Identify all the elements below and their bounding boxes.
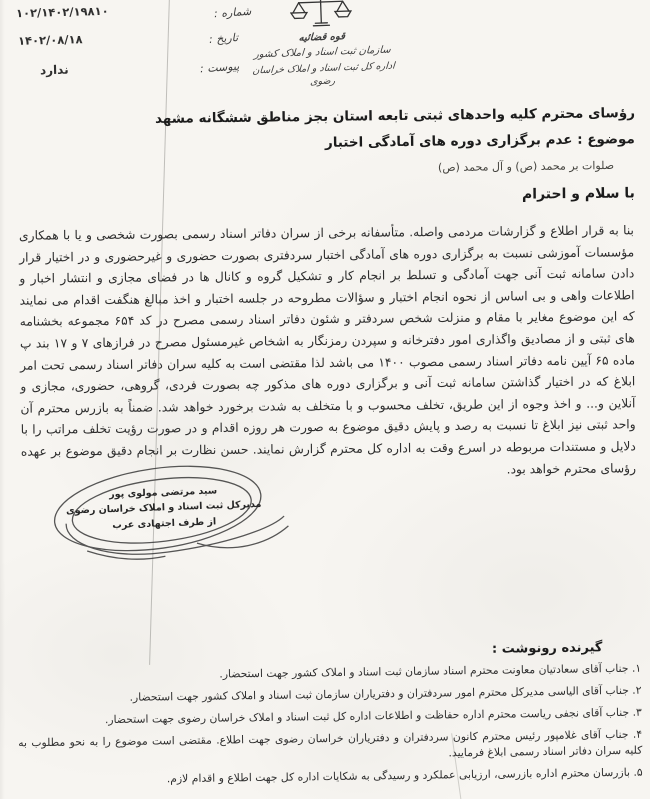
signer-on-behalf-note: از طرف اجتهادی عرب — [112, 516, 217, 532]
blessing-line: صلوات بر محمد (ص) و آل محمد (ص) — [437, 158, 615, 175]
cc-heading: گیرنده رونوشت : — [491, 640, 603, 657]
cc-list — [17, 661, 643, 795]
letter-number-value: ۱۰۲/۱۴۰۲/۱۹۸۱۰ — [15, 3, 109, 21]
letterhead-judiciary: قوه قضائیه — [298, 31, 346, 44]
letterhead-organization: سازمان ثبت اسناد و املاک کشور — [253, 44, 392, 61]
scales-of-justice-icon — [240, 0, 401, 33]
signature-stamp — [44, 456, 298, 577]
recipient-line: رؤسای محترم کلیه واحدهای ثبتی تابعه استان بجز مناطق ششگانه مشهد — [154, 105, 636, 127]
letter-date-value: ۱۴۰۲/۰۸/۱۸ — [17, 32, 83, 48]
salutation-line: با سلام و احترام — [522, 185, 636, 203]
field-label-number: شماره : — [213, 4, 252, 21]
letter-body: بنا به قرار اطلاع و گزارشات مردمی واصله. متأسفانه برخی از سران دفاتر اسناد رسمی بصورت شخصی و یا با همکاری مؤسسات آموزشی نسبت به برگزاری دوره های آمادگی اختبار سردفتری بصورت حضوری و غیرحضوری و در اختیار قرار دادن سامانه ثبت آنی جهت آمادگی و تسلط بر انجام کار و تشکیل گروه و کانال ها در فضای مجازی و انتشار اخبار و اطلاعات واهی و بی اساس از نحوه انجام اختبار و سؤالات مطروحه در جلسه اختبار و اخذ مبالغ هنگفت اقدام می نمایند که این موضوع مغایر با مقام و منزلت شخص سردفتر و شئون دفاتر اسناد رسمی مصرح در کد ۶۵۴ مجموعه بخشنامه های ثبتی و از مصادیق واگذاری امور دفترخانه و سپردن رمزنگار به اشخاص غیرمسئول مصرح در فرازهای ۷ و ۱۷ بند پ ماده ۶۵ آیین نامه دفاتر اسناد رسمی مصوب ۱۴۰۰ می باشد لذا مقتضی است به کلیه سران دفاتر اسناد رسمی تحت امر ابلاغ که در اختیار گذاشتن سامانه ثبت آنی و برگزاری دوره های مذکور چه بصورت فردی، گروهی، حضوری، مجازی و آنلاین و... و اخذ وجوه از این طریق، تخلف محسوب و با متخلف به شدت برخورد خواهد شد. ضمناً به بازرس محترم آن واحد ثبتی نیز ابلاغ تا نسبت به رصد و پایش دقیق موضوع به صورت هر روزه اقدام و در صورت رؤیت تخلف مراتب را با دلایل و مستندات مربوطه در اسرع وقت به اداره کل محترم گزارش نمایند. حسن نظارت بر انجام دقیق موضوع بر عهده رؤسای محترم خواهد بود. — [18, 223, 637, 477]
letterhead-block — [240, 0, 403, 91]
signer-title: مدیرکل ثبت اسناد و املاک خراسان رضوی — [65, 498, 262, 517]
subject-line: موضوع : عدم برگزاری دوره های آمادگی اختبار — [325, 131, 636, 151]
cc-item: ۵. بازرسان محترم اداره بازرسی، ارزیابی عملکرد و رسیدگی به شکایات اداره کل جهت اطلاع و اقدام لازم. — [166, 765, 643, 785]
field-label-attachment: پیوست : — [199, 59, 240, 76]
field-label-date: تاریخ : — [208, 31, 239, 46]
cc-item: ۴. جناب آقای غلامپور رئیس محترم کانون سردفتران و دفتریاران خراسان رضوی جهت اطلاع. مقتضی است موضوع را به نحو مطلوب به کلیه سران دفاتر اسناد رسمی ابلاغ فرمایید. — [18, 727, 643, 759]
signer-name: سید مرتضی مولوی پور — [109, 485, 218, 501]
cc-item: ۱. جناب آقای سعادتیان معاونت محترم اسناد سازمان ثبت اسناد و املاک کشور جهت استحضار. — [219, 661, 642, 681]
attachment-value: ندارد — [39, 62, 69, 78]
cc-item: ۲. جناب آقای الیاسی مدیرکل محترم امور سردفتران و دفتریاران سازمان ثبت اسناد و املاک کشور جهت استحضار. — [129, 683, 642, 704]
cc-item: ۳. جناب آقای نجفی ریاست محترم اداره حفاظت و اطلاعات اداره کل ثبت اسناد و املاک خراسان رضوی جهت استحضار. — [104, 705, 642, 727]
letterhead-office: اداره کل ثبت اسناد و املاک خراسان رضوی — [252, 60, 396, 88]
